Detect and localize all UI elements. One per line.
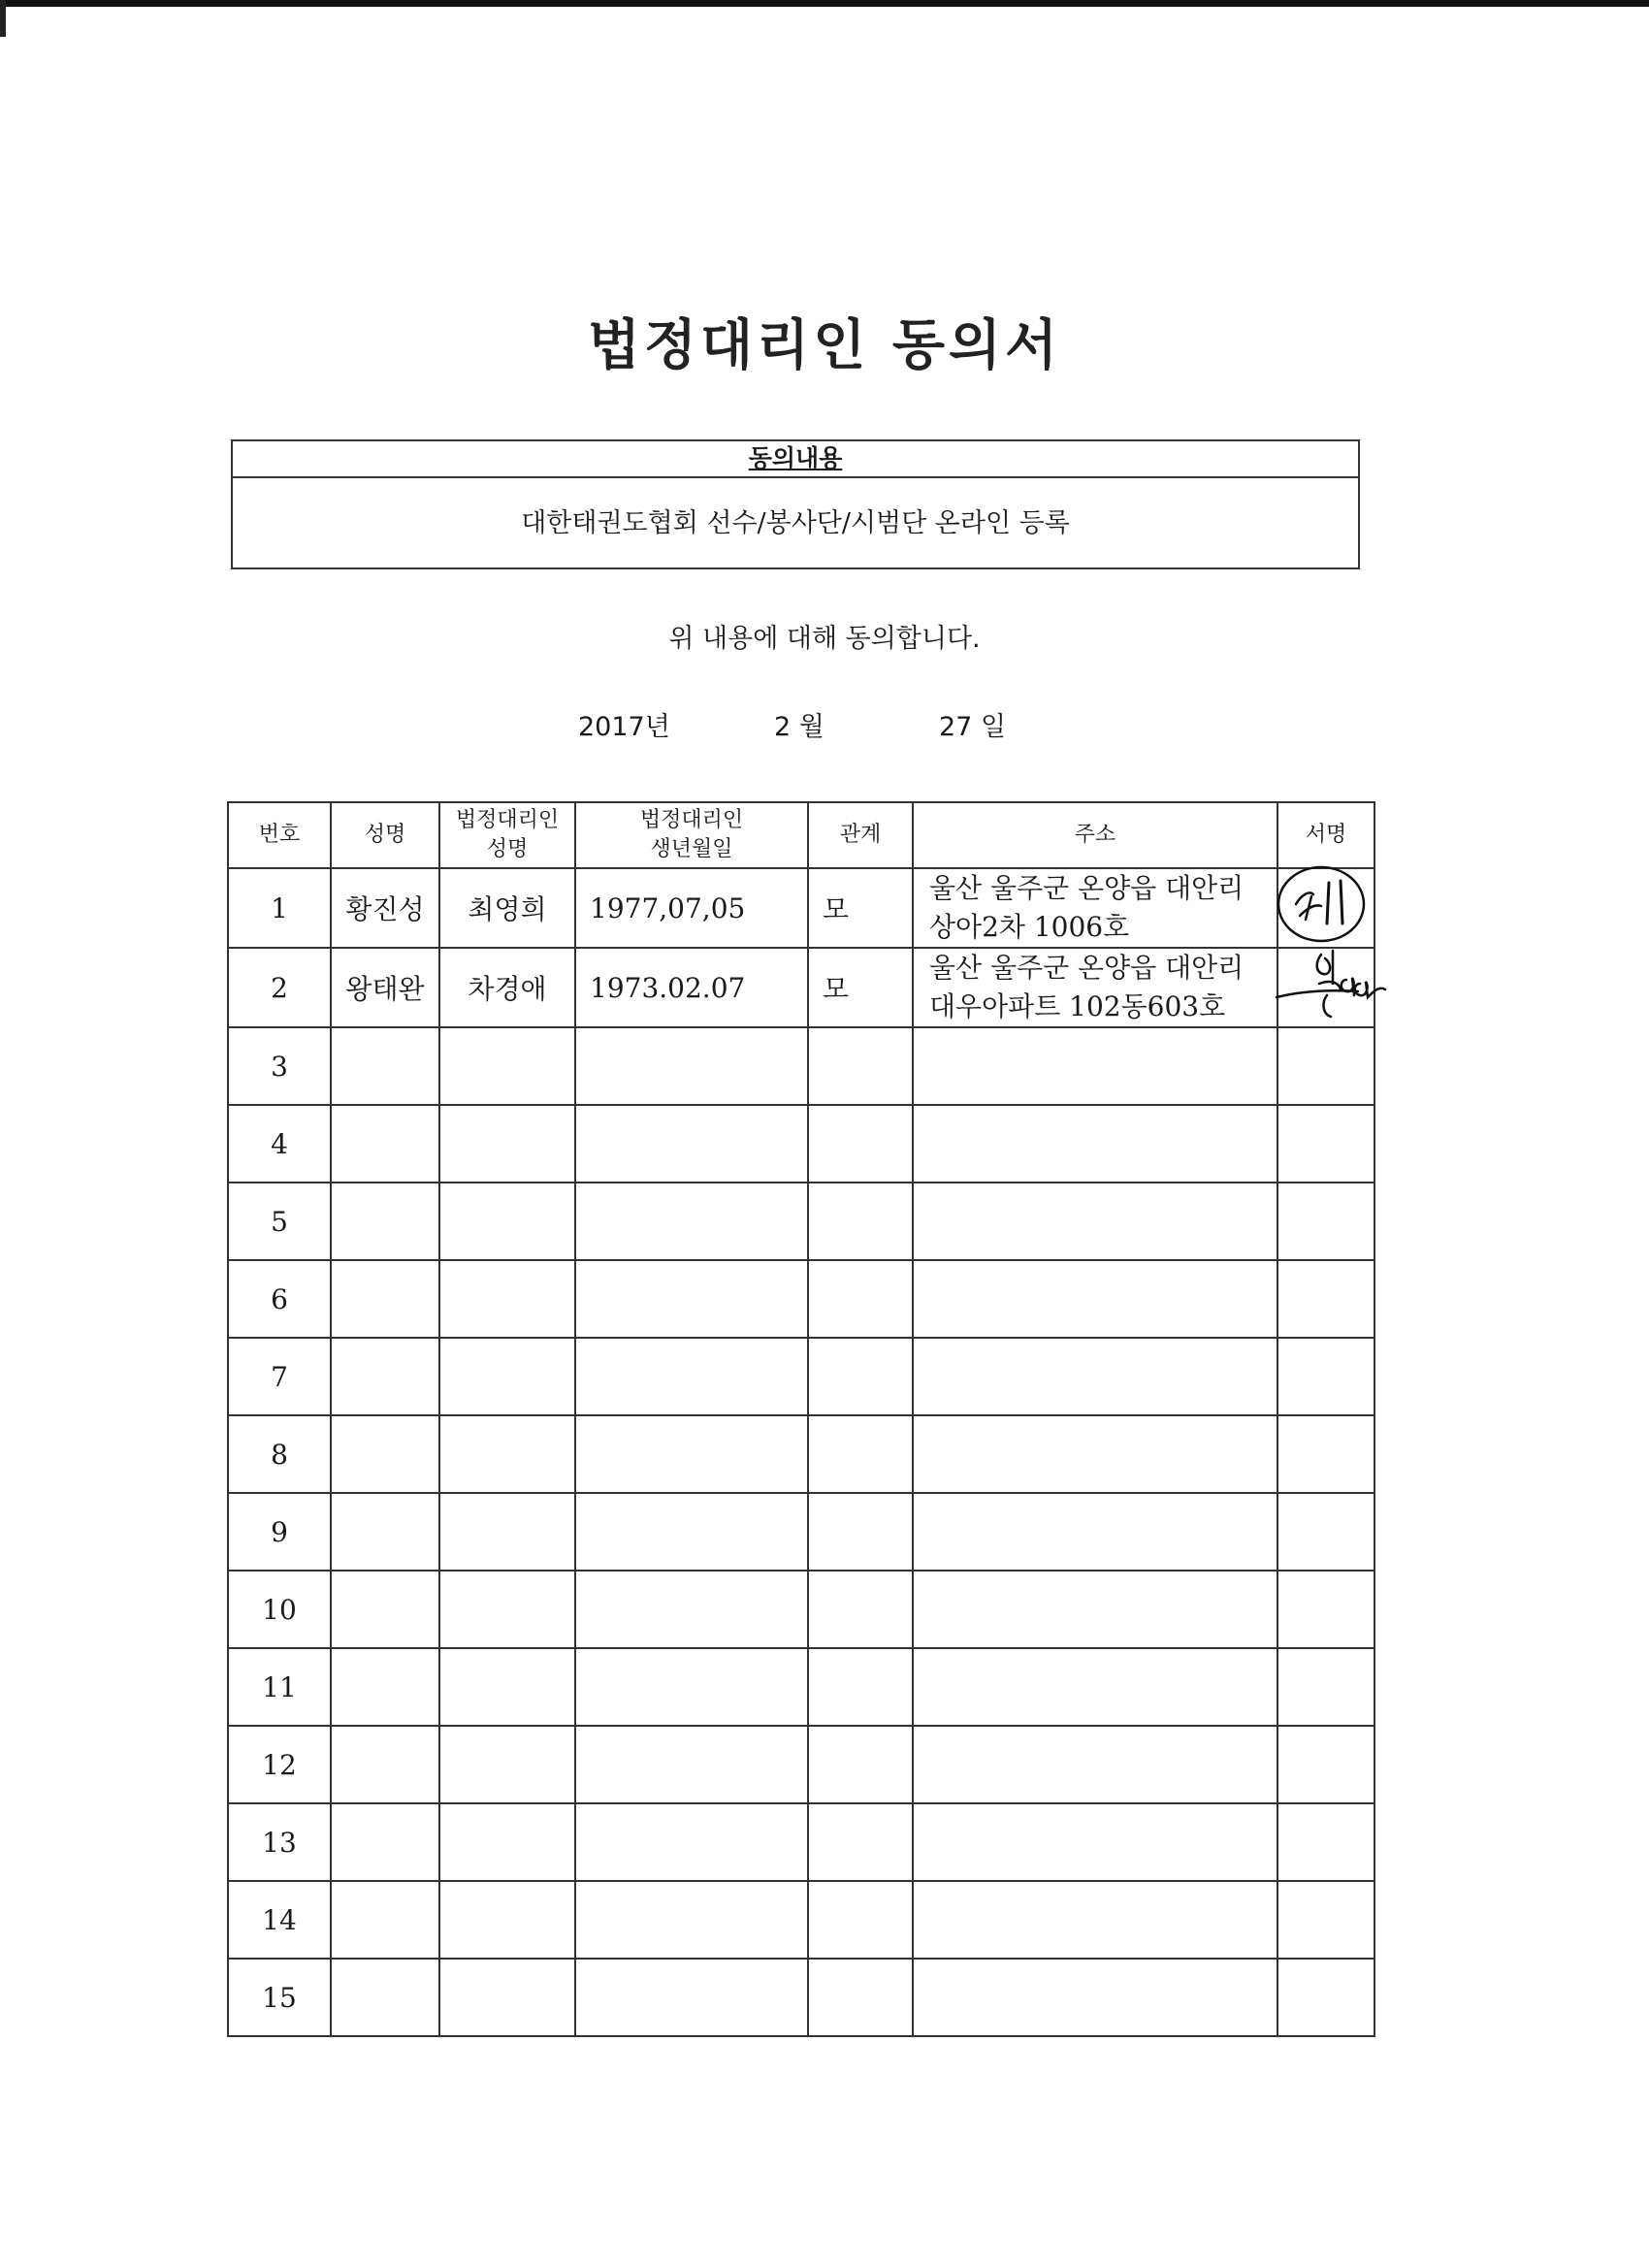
consent-text: 대한태권도협회 선수/봉사단/시범단 온라인 등록 bbox=[521, 508, 1070, 538]
table-row bbox=[228, 1338, 1374, 1415]
scan-edge-top bbox=[0, 0, 1649, 7]
handwritten-signature-2 bbox=[1271, 941, 1426, 1038]
row-number: 14 bbox=[228, 1881, 331, 1959]
row-address bbox=[913, 948, 1277, 1027]
guardian-roster-table bbox=[227, 801, 1375, 2037]
row-relation: 모 bbox=[808, 868, 913, 948]
row-address-line2: 상아2차 1006호 bbox=[929, 911, 1130, 943]
row-number: 15 bbox=[228, 1959, 331, 2036]
row-guardian-birth: 1977,07,05 bbox=[575, 868, 808, 948]
row-number: 4 bbox=[228, 1105, 331, 1183]
agreement-statement: 위 내용에 대해 동의합니다. bbox=[668, 624, 981, 654]
row-number: 2 bbox=[228, 948, 331, 1027]
row-number: 13 bbox=[228, 1803, 331, 1881]
row-signature bbox=[1277, 868, 1374, 948]
header-signature: 서명 bbox=[1277, 802, 1374, 868]
table-row bbox=[228, 1571, 1374, 1648]
table-row bbox=[228, 1183, 1374, 1260]
row-name: 왕태완 bbox=[331, 948, 439, 1027]
row-number: 11 bbox=[228, 1648, 331, 1726]
row-number: 3 bbox=[228, 1027, 331, 1105]
row-name: 황진성 bbox=[331, 868, 439, 948]
date-year: 2017년 bbox=[578, 712, 670, 742]
table-row bbox=[228, 1260, 1374, 1338]
row-number: 9 bbox=[228, 1493, 331, 1571]
table-row bbox=[228, 868, 1374, 948]
header-address: 주소 bbox=[913, 802, 1277, 868]
row-address-line2: 대우아파트 102동603호 bbox=[929, 990, 1226, 1022]
table-row bbox=[228, 1493, 1374, 1571]
table-row bbox=[228, 948, 1374, 1027]
row-guardian-name: 차경애 bbox=[439, 948, 575, 1027]
row-number: 1 bbox=[228, 868, 331, 948]
header-number: 번호 bbox=[228, 802, 331, 868]
header-guardian-name-line2: 성명 bbox=[486, 837, 529, 861]
table-row bbox=[228, 1881, 1374, 1959]
row-address bbox=[913, 868, 1277, 948]
row-number: 5 bbox=[228, 1183, 331, 1260]
row-guardian-name: 최영희 bbox=[439, 868, 575, 948]
consent-box bbox=[231, 439, 1360, 569]
row-number: 10 bbox=[228, 1571, 331, 1648]
table-row bbox=[228, 1959, 1374, 2036]
row-number: 8 bbox=[228, 1415, 331, 1493]
row-guardian-birth: 1973.02.07 bbox=[575, 948, 808, 1027]
row-address-line1: 울산 울주군 온양읍 대안리 bbox=[929, 872, 1245, 904]
row-signature bbox=[1277, 948, 1374, 1027]
table-row bbox=[228, 1415, 1374, 1493]
header-guardian-birth-line2: 생년월일 bbox=[650, 837, 733, 861]
scan-edge-left bbox=[0, 0, 6, 37]
table-row bbox=[228, 1803, 1374, 1881]
header-guardian-birth bbox=[575, 802, 808, 868]
header-name: 성명 bbox=[331, 802, 439, 868]
header-guardian-name bbox=[439, 802, 575, 868]
table-row bbox=[228, 1105, 1374, 1183]
row-number: 7 bbox=[228, 1338, 331, 1415]
document-title: 법정대리인 동의서 bbox=[587, 314, 1062, 377]
consent-heading: 동의내용 bbox=[233, 441, 1358, 478]
date-month: 2 월 bbox=[774, 712, 824, 742]
date-day: 27 일 bbox=[939, 712, 1007, 742]
table-row bbox=[228, 1027, 1374, 1105]
header-guardian-birth-line1: 법정대리인 bbox=[639, 808, 744, 832]
row-number: 12 bbox=[228, 1726, 331, 1803]
row-address-line1: 울산 울주군 온양읍 대안리 bbox=[929, 952, 1245, 984]
header-relation: 관계 bbox=[808, 802, 913, 868]
table-header-row bbox=[228, 802, 1374, 868]
table-row bbox=[228, 1726, 1374, 1803]
table-row bbox=[228, 1648, 1374, 1726]
header-guardian-name-line1: 법정대리인 bbox=[455, 808, 560, 832]
row-number: 6 bbox=[228, 1260, 331, 1338]
row-relation: 모 bbox=[808, 948, 913, 1027]
